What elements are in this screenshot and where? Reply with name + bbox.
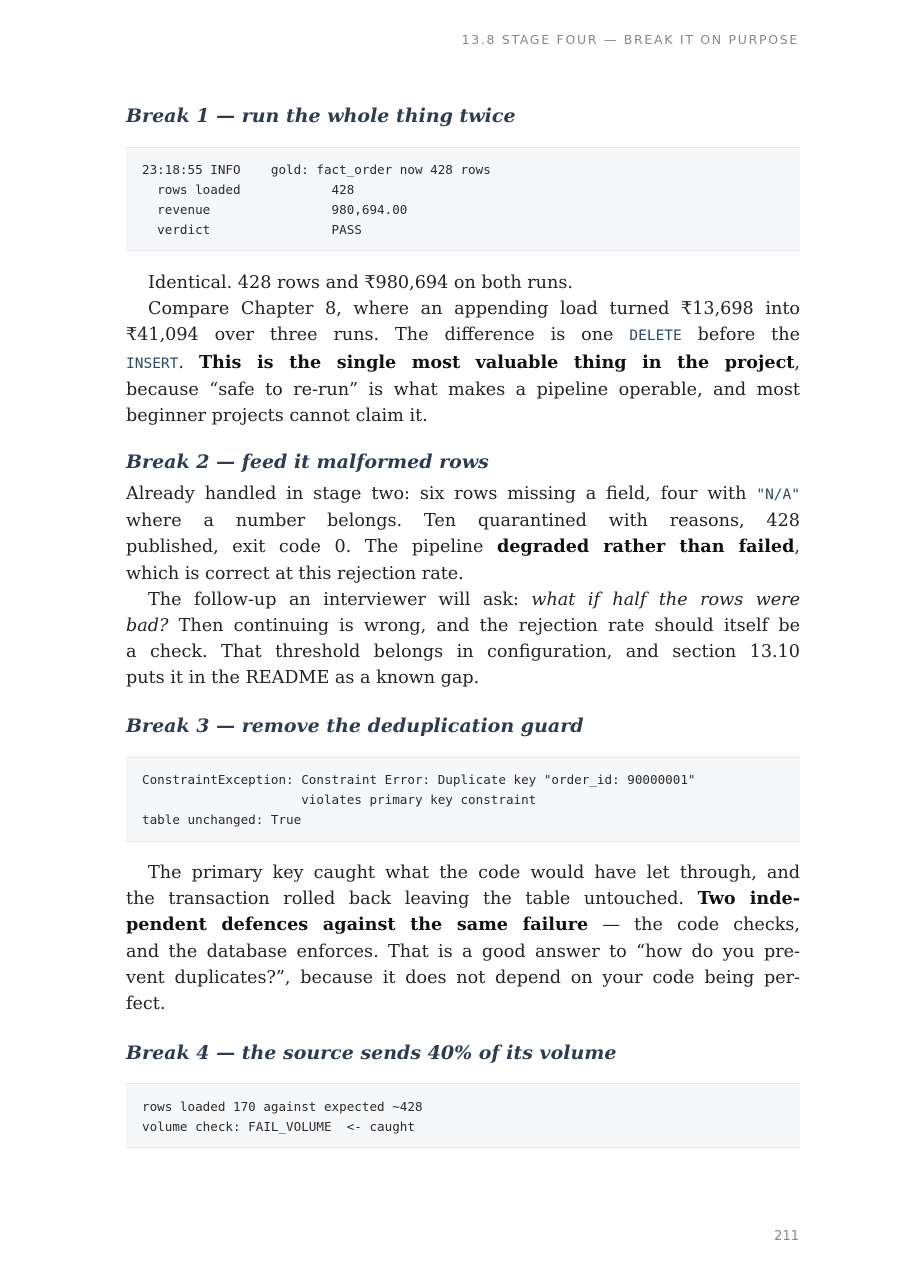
code-line: ConstraintException: Constraint Error: Duplicate key "order_id: 90000001" bbox=[142, 772, 696, 787]
break-2-heading: Break 2 — feed it malformed rows bbox=[126, 451, 489, 473]
inline-code: DELETE bbox=[629, 328, 682, 345]
break-4-code-block bbox=[126, 1083, 800, 1148]
code-line: violates primary key constraint bbox=[142, 792, 537, 807]
break-4-section bbox=[126, 1041, 800, 1065]
code-line: rows loaded 170 against expected ~428 bbox=[142, 1099, 423, 1114]
break-2-body bbox=[126, 481, 800, 692]
break-3-paragraph-1: The primary key caught what the code would have let through, and the transaction rolled back leaving the table untouched. Two inde- pendent defences against the same failure — the code checks, and the database enforces. That is a good answer to “how do you pre- vent duplicates?”, because it does not depend on your code being per- fect. bbox=[126, 863, 801, 1015]
break-1-paragraph-2: Compare Chapter 8, where an appending load turned ₹13,698 into ₹41,094 over three runs. The difference is one DELETE before the INSERT. This is the single most valuable thing in the project, because “safe to re-run” is what makes a pipeline operable, and most beginner projects cannot claim it. bbox=[126, 299, 800, 427]
break-3-code-block bbox=[126, 757, 800, 842]
break-4-heading: Break 4 — the source sends 40% of its volume bbox=[126, 1042, 617, 1064]
code-line: revenue 980,694.00 bbox=[142, 202, 408, 217]
break-2-section bbox=[126, 450, 800, 474]
break-3-heading: Break 3 — remove the deduplication guard bbox=[126, 715, 584, 737]
code-line: verdict PASS bbox=[142, 222, 362, 237]
emphasis: Two inde- bbox=[697, 888, 801, 910]
code-line: table unchanged: True bbox=[142, 812, 302, 827]
code-line: volume check: FAIL_VOLUME <- caught bbox=[142, 1119, 415, 1134]
inline-code: "N/A" bbox=[756, 487, 800, 503]
emphasis: pendent defences against the same failure bbox=[126, 914, 589, 936]
break-2-paragraph-2: The follow-up an interviewer will ask: what if half the rows were bad? Then continuing is wrong, and the rejection rate should itself be a check. That threshold belongs in configuration, and section 13.10 puts it in the README as a known gap. bbox=[126, 589, 800, 689]
code-line: rows loaded 428 bbox=[142, 182, 355, 197]
emphasis: degraded rather than failed bbox=[496, 536, 795, 558]
break-1-code-block bbox=[126, 147, 800, 251]
break-2-paragraph-1: Already handled in stage two: six rows missing a field, four with "N/A" where a number belongs. Ten quarantined with reasons, 428 published, exit code 0. The pipeline degraded rather than failed, which is correct at this rejection rate. bbox=[126, 484, 800, 584]
break-1-section bbox=[126, 104, 800, 128]
emphasis: This is the single most valuable thing in the project bbox=[198, 351, 795, 373]
break-3-section bbox=[126, 714, 800, 738]
page-number: 211 bbox=[774, 1229, 799, 1244]
code-line: 23:18:55 INFO gold: fact_order now 428 rows bbox=[142, 162, 491, 177]
break-1-body bbox=[126, 270, 800, 429]
break-1-paragraph-1: Identical. 428 rows and ₹980,694 on both runs. bbox=[148, 273, 573, 293]
inline-code: INSERT bbox=[126, 355, 179, 372]
break-1-heading: Break 1 — run the whole thing twice bbox=[126, 105, 516, 127]
running-head: 13.8 STAGE FOUR — BREAK IT ON PURPOSE bbox=[461, 32, 799, 47]
break-3-body bbox=[126, 860, 800, 1017]
